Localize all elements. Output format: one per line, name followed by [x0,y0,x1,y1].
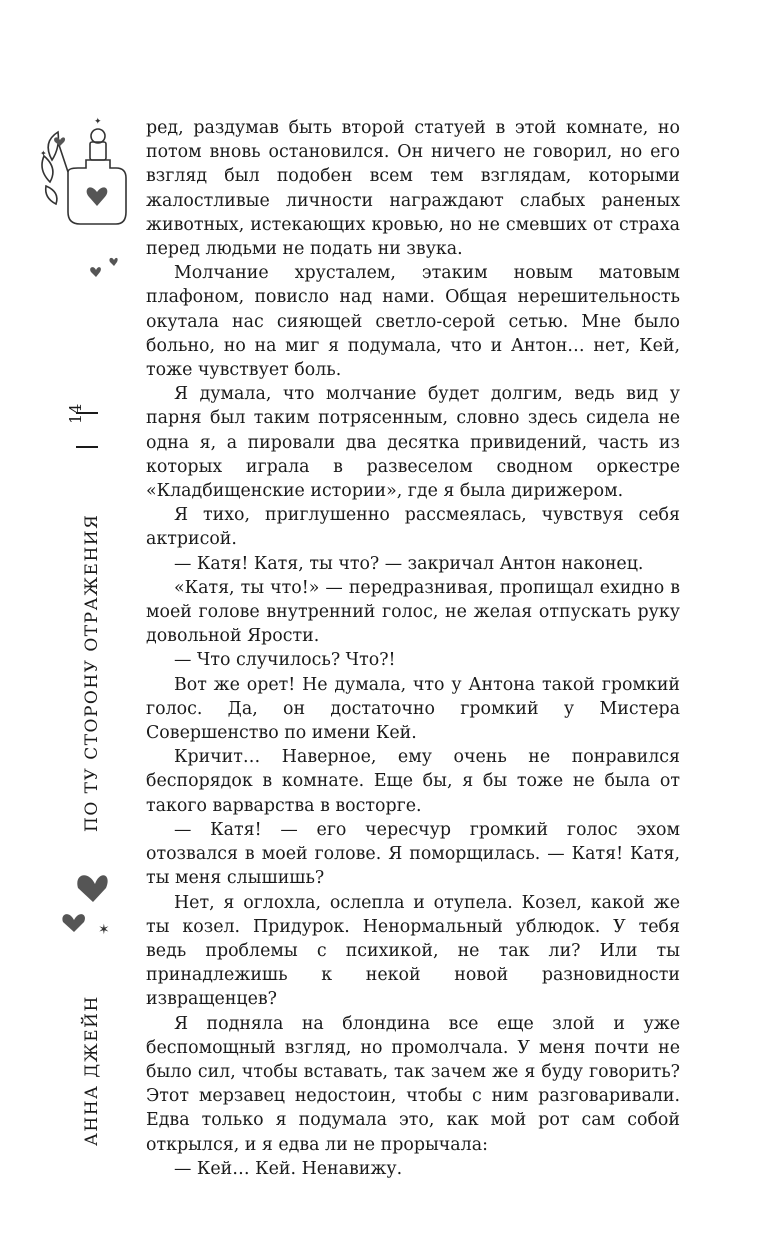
svg-text:✶: ✶ [98,923,110,938]
paragraph: Нет, я оглохла, ослепла и отупела. Козел, какой же ты козел. Придурок. Ненормальный ублюдок. У тебя ведь проблемы с психикой, не так ли? Или ты принадлежишь к некой новой разновидности извращенцев? [146,892,680,1010]
paragraph: Я думала, что молчание будет долгим, ведь вид у парня был таким потрясенным, словно здесь сидела не одна я, а пировали два десятка привидений, часть из которых играла в развеселом сводном оркестре «Кладбищенские истории», где я была дирижером. [146,384,680,502]
paragraph: Я подняла на блондина все еще злой и уже беспомощный взгляд, но промолчала. У меня почти не было сил, чтобы вставать, так зачем же я буду говорить? Этот мерзавец недостоин, чтобы с ним разговаривали. Едва только я подумала это, как мой рот сам собой открылся, и я едва ли не прорычала: [146,1013,680,1155]
page-number-rule-bottom [76,446,98,448]
paragraph: — Катя! — его чересчур громкий голос эхом отозвался в моей голове. Я поморщилась. — Катя! Катя, ты меня слышишь? [146,819,680,889]
paragraph: Молчание хрусталем, этаким новым матовым плафоном, повисло над нами. Общая нерешительность окутала нас сияющей светло-серой сетью. Мне было больно, но на миг я подумала, что и Антон… нет, Кей, тоже чувствует боль. [146,263,680,381]
paragraph: — Кей… Кей. Ненавижу. [174,1158,403,1179]
paragraph: Кричит… Наверное, ему очень не понравился беспорядок в комнате. Еще бы, я бы тоже не была от такого варварства в восторге. [146,747,680,816]
body-text [146,116,680,1181]
book-title: ПО ТУ СТОРОНУ ОТРАЖЕНИЯ [82,513,102,832]
page-number: 14 [66,403,85,424]
hearts-decoration [60,862,120,942]
svg-text:✦: ✦ [40,149,47,158]
author-name: АННА ДЖЕЙН [82,995,102,1146]
svg-text:✦: ✦ [94,116,102,126]
paragraph: Вот же орет! Не думала, что у Антона такой громкий голос. Да, он достаточно громкий у Мистера Совершенство по имени Кей. [146,674,680,744]
paragraph: ред, раздумав быть второй статуей в этой комнате, но потом вновь остановился. Он ничего не говорил, но его взгляд был подобен всем тем взглядам, которыми жалостливые личности награждают слабых раненых животных, истекающих кровью, но не смевших от страха перед людьми не подать ни звука. [146,118,680,260]
perfume-bottle-illustration [38,112,138,297]
paragraph: — Катя! Катя, ты что? — закричал Антон наконец. [174,553,644,574]
paragraph: «Катя, ты что!» — передразнивая, пропищал ехидно в моей голове внутренний голос, не желая отпускать руку довольной Ярости. [146,577,680,647]
running-head [82,513,102,1146]
paragraph: — Что случилось? Что?! [174,650,396,671]
paragraph: Я тихо, приглушенно рассмеялась, чувствуя себя актрисой. [146,505,680,550]
